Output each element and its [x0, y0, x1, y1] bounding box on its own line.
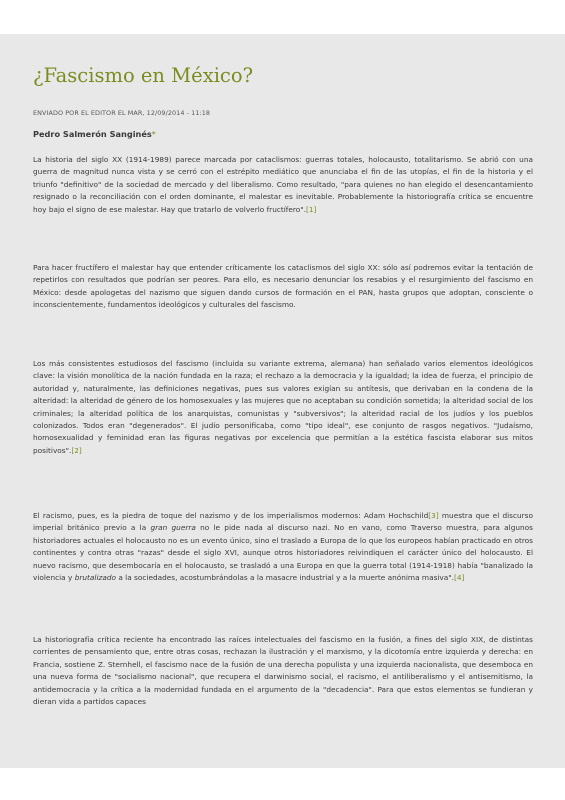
- paragraph-text: no le pide nada al discurso nazi. No en vano, como Traverso muestra, para algunos historiadores actuales el holocausto no es un evento único, sino el traslado a Europa de lo que los europeos habían practicado en otros continentes y contra otras "razas" desde el siglo XVI, aunque otros historiadores reivindiquen el carácter único del holocausto. El nuevo racismo, que desembocaría en el holocausto, se trasladó a una Europa en que la guerra total (1914-1918) había "banalizado la violencia y: [33, 523, 533, 583]
- paragraph-text: muestra que el discurso imperial británico previo a la: [33, 511, 533, 533]
- author-name: Pedro Salmerón Sanginés: [33, 129, 152, 139]
- paragraph-text: a la sociedades, acostumbrándolas a la masacre industrial y a la muerte anónima masiva".: [116, 573, 454, 583]
- article-title: ¿Fascismo en México?: [33, 64, 254, 87]
- paragraph-3: [33, 358, 533, 457]
- paragraph-text: La historia del siglo XX (1914-1989) parece marcada por cataclismos: guerras totales, holocausto, totalitarismo. Se abrió con una guerra de magnitud nunca vista y se cerró con el estrépito mediático que anunciaba el fin de las utopías, el fin de la historia y el triunfo "definitivo" de la sociedad de mercado y del liberalismo. Como resultado, "para quienes no han elegido el desencantamiento resignado o la reconciliación con el orden dominante, el malestar es inevitable. Probablemente la historiografía crítica se encuentre hoy bajo el signo de ese malestar. Hay que tratarlo de volverlo fructífero".: [33, 155, 533, 214]
- post-meta: ENVIADO POR EL EDITOR EL MAR, 12/09/2014 - 11:18: [33, 109, 211, 117]
- paragraph-text: El racismo, pues, es la piedra de toque del nazismo y de los imperialismos modernos: Adam Hochschild: [33, 511, 429, 520]
- footnote-link-2[interactable]: [2]: [71, 445, 82, 455]
- paragraph-1: [33, 154, 533, 216]
- author-line: [33, 129, 156, 139]
- emphasis-text: gran guerra: [150, 523, 196, 533]
- footnote-link-4[interactable]: [4]: [454, 573, 465, 583]
- footnote-link-3[interactable]: [3]: [428, 511, 439, 520]
- paragraph-4: [33, 510, 533, 584]
- footnote-link-1[interactable]: [1]: [305, 204, 317, 214]
- paragraph-5: [33, 634, 533, 708]
- paragraph-2: [33, 262, 533, 312]
- document-page: [0, 34, 565, 768]
- author-footnote-link[interactable]: *: [151, 129, 156, 139]
- paragraph-text: Para hacer fructífero el malestar hay que entender críticamente los cataclismos del siglo XX: sólo así podremos evitar la tentación de repetirlos con resultados que podrían ser peores. Para ello, es necesario denunciar los resabios y el resurgimiento del fascismo en México: desde apologetas del nazismo que siguen dando cursos de formación en el PAN, hasta grupos que adoptan, consciente o inconscientemente, fundamentos ideológicos y culturales del fascismo.: [33, 263, 533, 310]
- emphasis-text: brutalizado: [74, 573, 116, 583]
- paragraph-text: Los más consistentes estudiosos del fascismo (incluida su variante extrema, alemana) han señalado varios elementos ideológicos clave: la visión monolítica de la nación fundada en la raza; el rechazo a la democracia y la igualdad; la idea de fuerza, el principio de autoridad y, naturalmente, las definiciones negativas, pues sus valores exigían su antítesis, que derivaban en la condena de la alteridad: la alteridad de género de los homosexuales y las mujeres que no aceptaban su condición sometida; la alteridad social de los criminales; la alteridad política de los anarquistas, comunistas y "subversivos"; la alteridad racial de los judíos y los pueblos colonizados. Todos eran "degenerados". El judío personificaba, como "tipo ideal", ese conjunto de rasgos negativos. "Judaísmo, homosexualidad y feminidad eran las figuras negativas por excelencia que permitían a la estética fascista elaborar sus mitos positivos".: [33, 359, 533, 455]
- paragraph-text: La historiografía crítica reciente ha encontrado las raíces intelectuales del fascismo en la fusión, a fines del siglo XIX, de distintas corrientes de pensamiento que, entre otras cosas, rechazan la ilustración y el marxismo, y la dicotomía entre izquierda y derecha: en Francia, sostiene Z. Sternhell, el fascismo nace de la fusión de una derecha populista y una izquierda nacionalista, que desemboca en una nueva forma de "socialismo nacional", que recupera el darwinismo social, el racismo, el antiliberalismo y el antisemitismo, la antidemocracia y la crítica a la modernidad fundada en el argumento de la "decadencia". Para que estos elementos se fundieran y dieran vida a partidos capaces: [33, 635, 533, 707]
